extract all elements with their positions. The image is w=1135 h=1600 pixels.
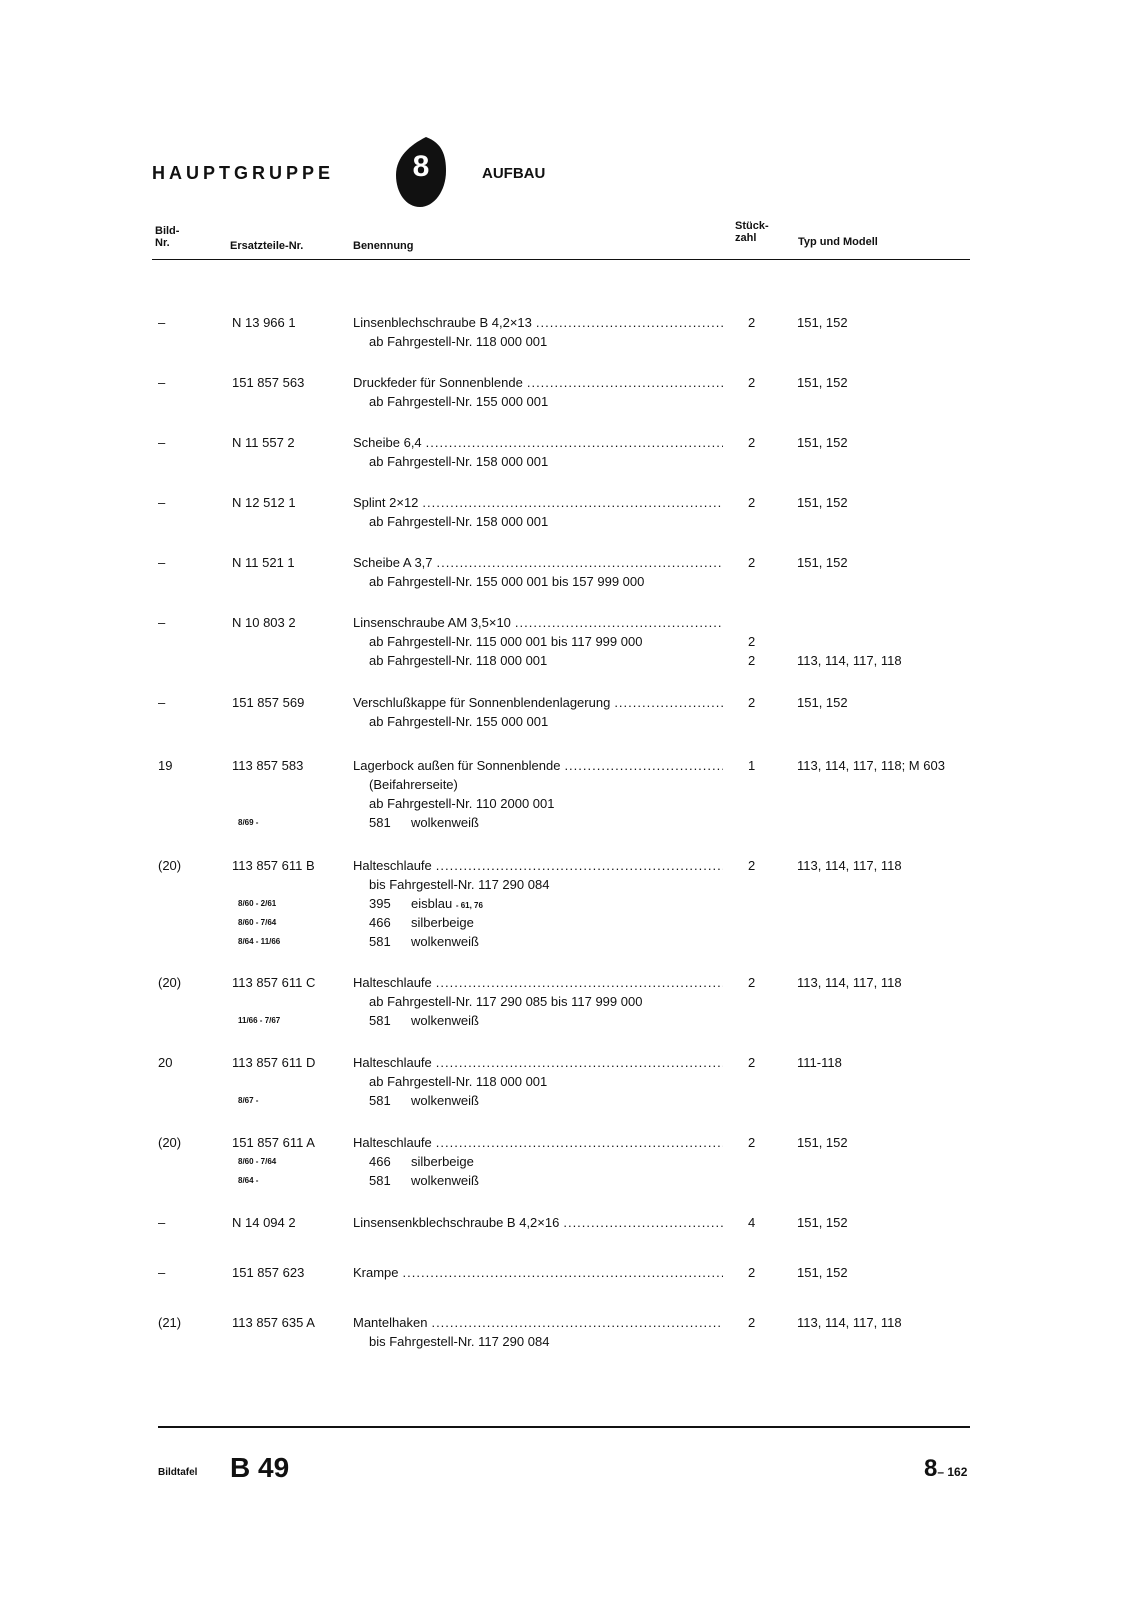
stueckzahl	[748, 973, 755, 992]
ersatzteil-nr: N 10 803 2	[232, 615, 296, 630]
color-variant	[353, 1011, 723, 1030]
typ-modell	[797, 433, 848, 452]
qty-value: 2	[748, 495, 756, 510]
qty-value: 2	[748, 653, 756, 668]
ersatzteil-nr: N 12 512 1	[232, 495, 296, 510]
part-subline: ab Fahrgestell-Nr. 118 000 001	[369, 653, 548, 668]
date-range: 8/67 -	[238, 1096, 259, 1105]
typ-modell	[797, 613, 902, 670]
benennung-line	[353, 553, 723, 572]
ersatzteil-nr: N 14 094 2	[232, 1215, 296, 1230]
stueckzahl	[748, 493, 755, 512]
bild-nr: –	[158, 555, 166, 570]
color-name: wolkenweiß	[411, 934, 479, 949]
benennung	[353, 313, 723, 351]
leader-dots	[436, 856, 723, 875]
benennung	[353, 1053, 723, 1110]
benennung-line	[353, 1133, 723, 1152]
benennung-line	[353, 613, 723, 632]
qty-value: 2	[748, 858, 756, 873]
benennung	[353, 613, 723, 670]
typ-modell	[797, 973, 902, 992]
benennung	[353, 1133, 723, 1190]
qty-value: 2	[748, 634, 756, 649]
date-range: 8/60 - 2/61	[238, 899, 277, 908]
benennung-line	[353, 973, 723, 992]
date-range: 8/64 - 11/66	[238, 937, 281, 946]
color-note: - 61, 76	[455, 901, 483, 910]
benennung	[353, 1213, 723, 1232]
part-subline: bis Fahrgestell-Nr. 117 290 084	[369, 1334, 550, 1349]
ersatzteil-nr: N 11 557 2	[232, 435, 295, 450]
bild-nr: (20)	[158, 1135, 182, 1150]
typ-value	[797, 632, 902, 651]
qty-value: 2	[748, 1055, 756, 1070]
part-name: Linsenschraube AM 3,5×10	[353, 615, 511, 630]
date-range-column	[238, 813, 258, 832]
part-subline: bis Fahrgestell-Nr. 117 290 084	[369, 877, 550, 892]
color-name: eisblau	[411, 896, 453, 911]
leader-dots	[437, 553, 723, 572]
part-name: Linsensenkblechschraube B 4,2×16	[353, 1215, 560, 1230]
benennung-line	[353, 373, 723, 392]
stueckzahl	[748, 856, 755, 875]
part-name: Scheibe A 3,7	[353, 555, 433, 570]
ersatzteil-nr: 151 857 569	[232, 695, 305, 710]
leader-dots	[426, 433, 723, 452]
ersatzteil-nr: 113 857 583	[232, 758, 304, 773]
typ-modell	[797, 1263, 848, 1282]
typ-modell	[797, 553, 848, 572]
qty-value: 1	[748, 758, 756, 773]
bild-nr: –	[158, 495, 166, 510]
bild-nr: 19	[158, 758, 173, 773]
typ-value: 113, 114, 117, 118	[797, 975, 902, 990]
color-code: 466	[369, 1154, 391, 1169]
date-range-column	[238, 1152, 276, 1190]
ersatzteil-nr: 113 857 635 A	[232, 1315, 315, 1330]
color-name: silberbeige	[411, 1154, 474, 1169]
bild-nr: –	[158, 695, 166, 710]
ersatzteil-nr: 113 857 611 B	[232, 858, 315, 873]
benennung	[353, 1313, 723, 1351]
stueckzahl	[748, 613, 755, 670]
leader-dots	[536, 313, 723, 332]
typ-value: 151, 152	[797, 1215, 848, 1230]
leader-dots	[527, 373, 723, 392]
color-variant	[353, 1152, 723, 1171]
leader-dots	[431, 1313, 723, 1332]
bild-nr: –	[158, 615, 166, 630]
main-group-label: HAUPTGRUPPE	[152, 163, 335, 183]
ersatzteil-nr: N 11 521 1	[232, 555, 295, 570]
footer-divider	[158, 1426, 970, 1428]
benennung	[353, 856, 723, 951]
typ-modell	[797, 1053, 842, 1072]
benennung-line	[353, 856, 723, 875]
part-name: Druckfeder für Sonnenblende	[353, 375, 523, 390]
benennung	[353, 493, 723, 531]
typ-modell	[797, 756, 945, 775]
ersatzteil-nr: 113 857 611 C	[232, 975, 316, 990]
qty-value: 2	[748, 1135, 756, 1150]
part-subline: ab Fahrgestell-Nr. 110 2000 001	[369, 796, 555, 811]
bild-nr: (21)	[158, 1315, 182, 1330]
part-subline: (Beifahrerseite)	[369, 777, 458, 792]
part-name: Mantelhaken	[353, 1315, 428, 1330]
part-subline: ab Fahrgestell-Nr. 115 000 001 bis 117 999 000	[369, 634, 643, 649]
benennung-line	[353, 1053, 723, 1072]
bild-nr: (20)	[158, 975, 182, 990]
typ-value: 151, 152	[797, 555, 848, 570]
typ-value: 151, 152	[797, 435, 848, 450]
page-number-main: 8	[924, 1455, 938, 1482]
part-name: Lagerbock außen für Sonnenblende	[353, 758, 561, 773]
color-name: silberbeige	[411, 915, 474, 930]
stueckzahl	[748, 433, 755, 452]
part-subline: ab Fahrgestell-Nr. 118 000 001	[369, 1074, 548, 1089]
part-subline: ab Fahrgestell-Nr. 155 000 001	[369, 714, 549, 729]
typ-value: 113, 114, 117, 118	[797, 653, 902, 668]
color-name: wolkenweiß	[411, 1013, 479, 1028]
typ-modell	[797, 313, 848, 332]
typ-modell	[797, 693, 848, 712]
qty-value: 2	[748, 435, 756, 450]
color-variant	[353, 813, 723, 832]
bild-nr: (20)	[158, 858, 182, 873]
leader-dots	[436, 973, 723, 992]
part-name: Krampe	[353, 1265, 399, 1280]
benennung	[353, 756, 723, 832]
section-title: AUFBAU	[482, 165, 546, 182]
typ-value: 151, 152	[797, 495, 848, 510]
typ-modell	[797, 1133, 848, 1152]
bild-nr: –	[158, 315, 166, 330]
benennung	[353, 553, 723, 591]
color-variant	[353, 1091, 723, 1110]
leader-dots	[422, 493, 723, 512]
part-subline: ab Fahrgestell-Nr. 117 290 085 bis 117 999 000	[369, 994, 643, 1009]
color-code: 581	[369, 815, 391, 830]
color-variant	[353, 894, 723, 913]
stueckzahl	[748, 553, 755, 572]
qty-value: 2	[748, 1315, 756, 1330]
qty-value: 2	[748, 315, 756, 330]
part-name: Scheibe 6,4	[353, 435, 422, 450]
color-code: 581	[369, 1173, 391, 1188]
benennung-line	[353, 1263, 723, 1282]
benennung-line	[353, 756, 723, 775]
color-code: 581	[369, 934, 391, 949]
typ-value: 151, 152	[797, 315, 848, 330]
plate-number: B 49	[230, 1452, 290, 1483]
ersatzteil-nr: 151 857 623	[232, 1265, 305, 1280]
stueckzahl	[748, 1053, 755, 1072]
date-range-column	[238, 894, 280, 951]
benennung	[353, 973, 723, 1030]
part-name: Halteschlaufe	[353, 858, 432, 873]
footer-label: Bildtafel	[158, 1467, 198, 1478]
ersatzteil-nr: 113 857 611 D	[232, 1055, 316, 1070]
color-code: 581	[369, 1013, 391, 1028]
benennung	[353, 693, 723, 731]
benennung-line	[353, 493, 723, 512]
stueckzahl	[748, 1213, 755, 1232]
stueckzahl	[748, 693, 755, 712]
bild-nr: –	[158, 1215, 166, 1230]
leader-dots	[436, 1133, 723, 1152]
part-subline: ab Fahrgestell-Nr. 155 000 001 bis 157 999 000	[369, 574, 645, 589]
typ-value: 113, 114, 117, 118	[797, 858, 902, 873]
ersatzteil-nr: 151 857 611 A	[232, 1135, 315, 1150]
leader-dots	[436, 1053, 723, 1072]
leader-dots	[614, 693, 723, 712]
date-range: 8/69 -	[238, 818, 259, 827]
date-range-column	[238, 1091, 258, 1110]
ersatzteil-nr: 151 857 563	[232, 375, 305, 390]
color-code: 466	[369, 915, 391, 930]
leader-dots	[563, 1213, 723, 1232]
color-name: wolkenweiß	[411, 1173, 479, 1188]
benennung-line	[353, 313, 723, 332]
typ-modell	[797, 1213, 848, 1232]
benennung-line	[353, 1313, 723, 1332]
stueckzahl	[748, 373, 755, 392]
color-name: wolkenweiß	[411, 815, 479, 830]
group-number: 8	[412, 150, 430, 183]
typ-value: 151, 152	[797, 375, 848, 390]
part-subline: ab Fahrgestell-Nr. 158 000 001	[369, 514, 549, 529]
typ-value: 111-118	[797, 1055, 842, 1070]
benennung-line	[353, 693, 723, 712]
typ-value: 151, 152	[797, 1135, 848, 1150]
page-number	[924, 1455, 967, 1483]
date-range: 8/60 - 7/64	[238, 918, 277, 927]
col-header-ersatzteil-nr: Ersatzteile-Nr.	[230, 240, 304, 252]
leader-dots	[515, 613, 723, 632]
col-header-typ-modell: Typ und Modell	[798, 236, 878, 248]
typ-value: 151, 152	[797, 1265, 848, 1280]
qty-value: 2	[748, 695, 756, 710]
color-name: wolkenweiß	[411, 1093, 479, 1108]
date-range: 11/66 - 7/67	[238, 1016, 281, 1025]
benennung-line	[353, 433, 723, 452]
stueckzahl	[748, 313, 755, 332]
qty-value: 2	[748, 375, 756, 390]
typ-modell	[797, 373, 848, 392]
col-header-stueckzahl: Stück- zahl	[735, 220, 769, 244]
ersatzteil-nr: N 13 966 1	[232, 315, 296, 330]
stueckzahl	[748, 1133, 755, 1152]
part-subline: ab Fahrgestell-Nr. 155 000 001	[369, 394, 549, 409]
color-variant	[353, 932, 723, 951]
bild-nr: –	[158, 1265, 166, 1280]
date-range-column	[238, 1011, 280, 1030]
part-subline: ab Fahrgestell-Nr. 118 000 001	[369, 334, 548, 349]
part-name: Splint 2×12	[353, 495, 419, 510]
color-code: 581	[369, 1093, 391, 1108]
date-range: 8/64 -	[238, 1176, 259, 1185]
stueckzahl	[748, 756, 755, 775]
bild-nr: 20	[158, 1055, 173, 1070]
header-divider	[152, 259, 970, 260]
leader-dots	[564, 756, 723, 775]
part-name: Halteschlaufe	[353, 1055, 432, 1070]
typ-modell	[797, 493, 848, 512]
benennung	[353, 373, 723, 411]
qty-value: 2	[748, 1265, 756, 1280]
qty-value: 2	[748, 975, 756, 990]
part-subline: ab Fahrgestell-Nr. 158 000 001	[369, 454, 549, 469]
col-header-bild-nr: Bild- Nr.	[155, 225, 180, 249]
col-header-benennung: Benennung	[353, 240, 414, 252]
benennung	[353, 433, 723, 471]
qty-value	[748, 613, 755, 632]
typ-value	[797, 613, 902, 632]
typ-modell	[797, 1313, 902, 1332]
benennung-line	[353, 1213, 723, 1232]
bild-nr: –	[158, 435, 166, 450]
color-code: 395	[369, 896, 391, 911]
benennung	[353, 1263, 723, 1282]
bild-nr: –	[158, 375, 166, 390]
qty-value: 2	[748, 555, 756, 570]
part-name: Verschlußkappe für Sonnenblendenlagerung	[353, 695, 611, 710]
typ-value: 151, 152	[797, 695, 848, 710]
typ-value: 113, 114, 117, 118	[797, 1315, 902, 1330]
part-name: Halteschlaufe	[353, 1135, 432, 1150]
part-name: Linsenblechschraube B 4,2×13	[353, 315, 532, 330]
part-name: Halteschlaufe	[353, 975, 432, 990]
typ-value: 113, 114, 117, 118; M 603	[797, 758, 945, 773]
stueckzahl	[748, 1263, 755, 1282]
page-number-sub: – 162	[937, 1465, 968, 1479]
qty-value: 4	[748, 1215, 756, 1230]
color-variant	[353, 1171, 723, 1190]
typ-modell	[797, 856, 902, 875]
date-range: 8/60 - 7/64	[238, 1157, 277, 1166]
stueckzahl	[748, 1313, 755, 1332]
color-variant	[353, 913, 723, 932]
leader-dots	[403, 1263, 723, 1282]
